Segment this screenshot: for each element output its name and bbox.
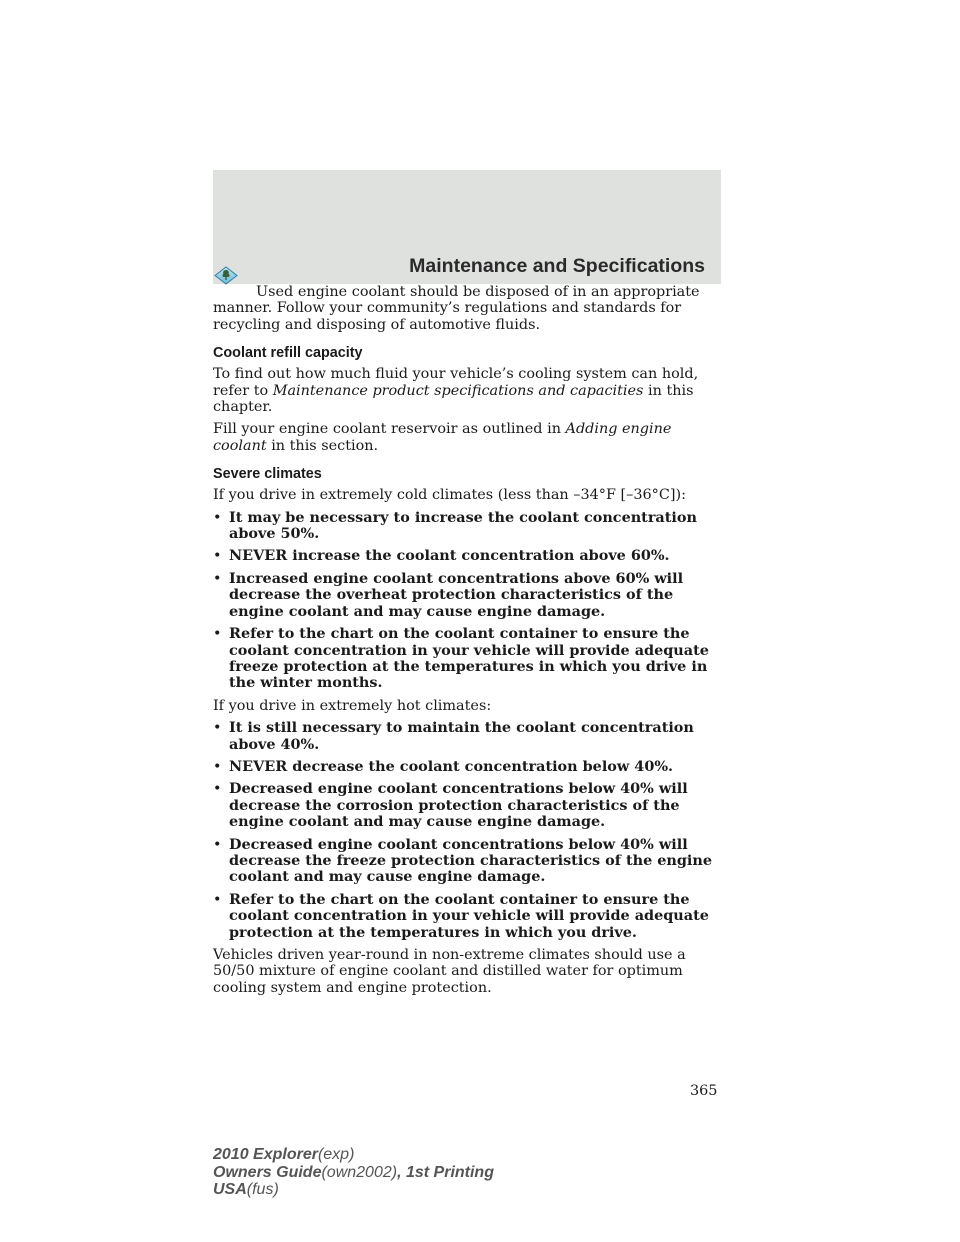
severe-climates-heading: Severe climates — [213, 466, 322, 483]
refill-p2-tail: in this section. — [271, 437, 379, 454]
footer-market: USA — [213, 1181, 247, 1198]
specifications-reference: Maintenance product specifications and capacities — [272, 382, 644, 399]
refill-paragraph-1 — [213, 366, 721, 415]
list-item: • Refer to the chart on the coolant container to ensure the coolant concentration in your vehicle will provide adequate freeze protection at the temperatures in which you drive in the winter months. — [213, 625, 709, 692]
page-number: 365 — [690, 1083, 718, 1099]
footer-model-code: (exp) — [317, 1146, 355, 1163]
hot-climate-list — [213, 720, 721, 941]
section-header-band — [213, 170, 721, 284]
cold-climate-list — [213, 510, 721, 692]
closing-paragraph: Vehicles driven year-round in non-extreme climates should use a 50/50 mixture of engine coolant and distilled water for optimum cooling system and engine protection. — [213, 947, 686, 996]
list-item: • It may be necessary to increase the coolant concentration above 50%. — [213, 508, 697, 543]
footer-guide: Owners Guide — [213, 1163, 322, 1181]
footer-guide-code: (own2002) — [321, 1163, 398, 1181]
footer-printing: , 1st Printing — [397, 1163, 494, 1181]
adding-coolant-reference: Adding engine coolant — [213, 421, 672, 454]
footer-line-3 — [213, 1181, 494, 1199]
list-item: • Decreased engine coolant concentrations below 40% will decrease the freeze protection characteristics of the engine coolant and may cause engine damage. — [213, 835, 712, 886]
page-content — [213, 284, 721, 1002]
refill-p1-tail: in this chapter. — [213, 382, 694, 416]
coolant-refill-heading: Coolant refill capacity — [213, 345, 363, 362]
refill-p2-text: Fill your engine coolant reservoir as outlined in — [213, 421, 561, 438]
footer-line-2 — [213, 1164, 494, 1182]
environment-note-text: Used engine coolant should be disposed of in an appropriate manner. Follow your community’s regulations and standards for recycling and disposing of automotive fluids. — [213, 284, 700, 333]
list-item: • NEVER decrease the coolant concentration below 40%. — [213, 757, 674, 775]
footer-market-code: (fus) — [246, 1181, 279, 1198]
list-item: • It is still necessary to maintain the coolant concentration above 40%. — [213, 719, 694, 753]
list-item: • NEVER increase the coolant concentration above 60%. — [213, 547, 670, 565]
list-item: • Decreased engine coolant concentrations below 40% will decrease the corrosion protection characteristics of the engine coolant and may cause engine damage. — [213, 780, 688, 831]
section-title: Maintenance and Specifications — [409, 255, 705, 277]
environment-note — [213, 284, 721, 333]
recycle-tree-icon — [213, 266, 239, 285]
hot-climate-intro: If you drive in extremely hot climates: — [213, 697, 492, 714]
refill-p1-text: To find out how much fluid your vehicle’s cooling system can hold, refer to — [213, 366, 699, 399]
cold-climate-intro: If you drive in extremely cold climates (less than –34°F [–36°C]): — [213, 487, 686, 504]
list-item: • Increased engine coolant concentrations above 60% will decrease the overheat protection characteristics of the engine coolant and may cause engine damage. — [213, 569, 684, 620]
refill-paragraph-2 — [213, 421, 721, 454]
footer-model: 2010 Explorer — [213, 1146, 318, 1163]
list-item: • Refer to the chart on the coolant container to ensure the coolant concentration in your vehicle will provide adequate protection at the temperatures in which you drive. — [213, 890, 709, 941]
document-footer — [213, 1146, 494, 1199]
footer-line-1 — [213, 1146, 494, 1164]
